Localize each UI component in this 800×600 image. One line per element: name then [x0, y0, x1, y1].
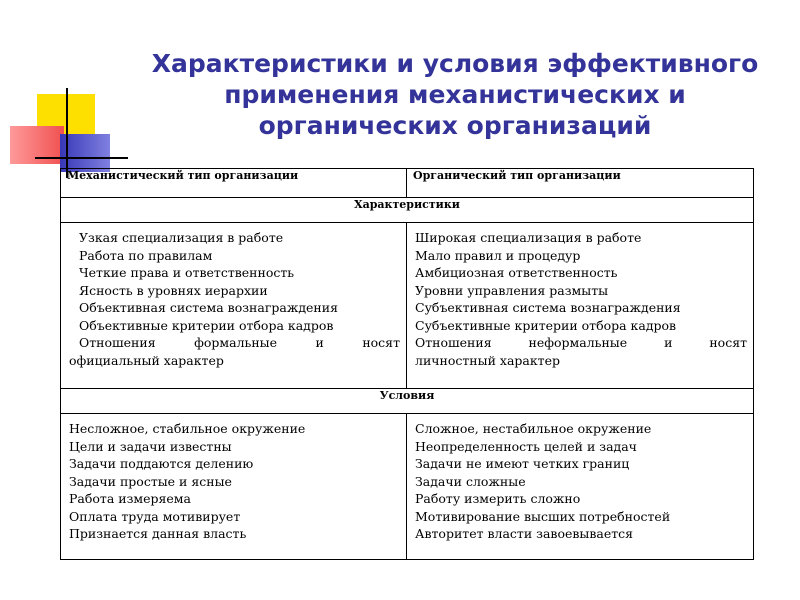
list-item: Субъективные критерии отбора кадров [415, 317, 677, 333]
conditions-row [61, 414, 754, 560]
list-item: Субъективная система вознаграждения [415, 300, 681, 315]
list-item: Задачи поддаются делению [69, 456, 254, 471]
list-item: Несложное, стабильное окружение [69, 421, 306, 436]
section-header-characteristics: Характеристики [61, 198, 754, 223]
list-item: Четкие права и ответственность [79, 265, 295, 280]
list-item: Задачи простые и ясные [69, 473, 232, 489]
list-item: Объективные критерии отбора кадров [79, 317, 334, 333]
list-item: Оплата труда мотивирует [69, 508, 241, 524]
list-item: Узкая специализация в работе [79, 230, 284, 245]
mechanistic-conditions-cell [61, 414, 407, 560]
list-item: Признается данная власть [69, 526, 247, 541]
list-item: Отношения неформальные и носят [415, 335, 747, 350]
comparison-table [60, 168, 754, 560]
list-item: Мотивирование высших потребностей [415, 508, 671, 524]
list-item: Неопределенность целей и задач [415, 438, 637, 454]
mechanistic-characteristics-cell [61, 223, 407, 389]
list-item: Сложное, нестабильное окружение [415, 421, 652, 436]
list-item: Широкая специализация в работе [415, 230, 642, 245]
slide-title [110, 48, 800, 141]
list-item: официальный характер [69, 352, 224, 368]
list-item: Авторитет власти завоевывается [415, 526, 634, 541]
list-item: Объективная система вознаграждения [79, 300, 338, 315]
title-line-2: применения механистических и [224, 80, 686, 109]
list-item: Цели и задачи известны [69, 438, 232, 454]
list-item: Работу измерить сложно [415, 491, 581, 506]
section-row-conditions [61, 389, 754, 414]
col-header-mechanistic: Механистический тип организации [61, 169, 407, 198]
list-item: Ясность в уровнях иерархии [79, 282, 268, 298]
characteristics-row [61, 223, 754, 389]
organic-conditions-cell [407, 414, 754, 560]
organic-characteristics-cell [407, 223, 754, 389]
logo-vertical-line [66, 88, 68, 178]
list-item: Работа измеряема [69, 491, 191, 506]
section-header-conditions: Условия [61, 389, 754, 414]
list-item: Уровни управления размыты [415, 282, 609, 298]
section-row-characteristics [61, 198, 754, 223]
list-item: Амбициозная ответственность [415, 265, 618, 280]
list-item: Отношения формальные и носят [79, 335, 400, 350]
logo-horizontal-line [35, 157, 128, 159]
title-line-1: Характеристики и условия эффективного [151, 49, 759, 78]
list-item: Задачи не имеют четких границ [415, 456, 630, 471]
list-item: личностный характер [415, 352, 560, 368]
table-header-row [61, 169, 754, 198]
title-line-3: органических организаций [258, 111, 652, 140]
list-item: Мало правил и процедур [415, 247, 581, 263]
col-header-organic: Органический тип организации [407, 169, 754, 198]
list-item: Работа по правилам [79, 247, 213, 263]
list-item: Задачи сложные [415, 473, 526, 489]
